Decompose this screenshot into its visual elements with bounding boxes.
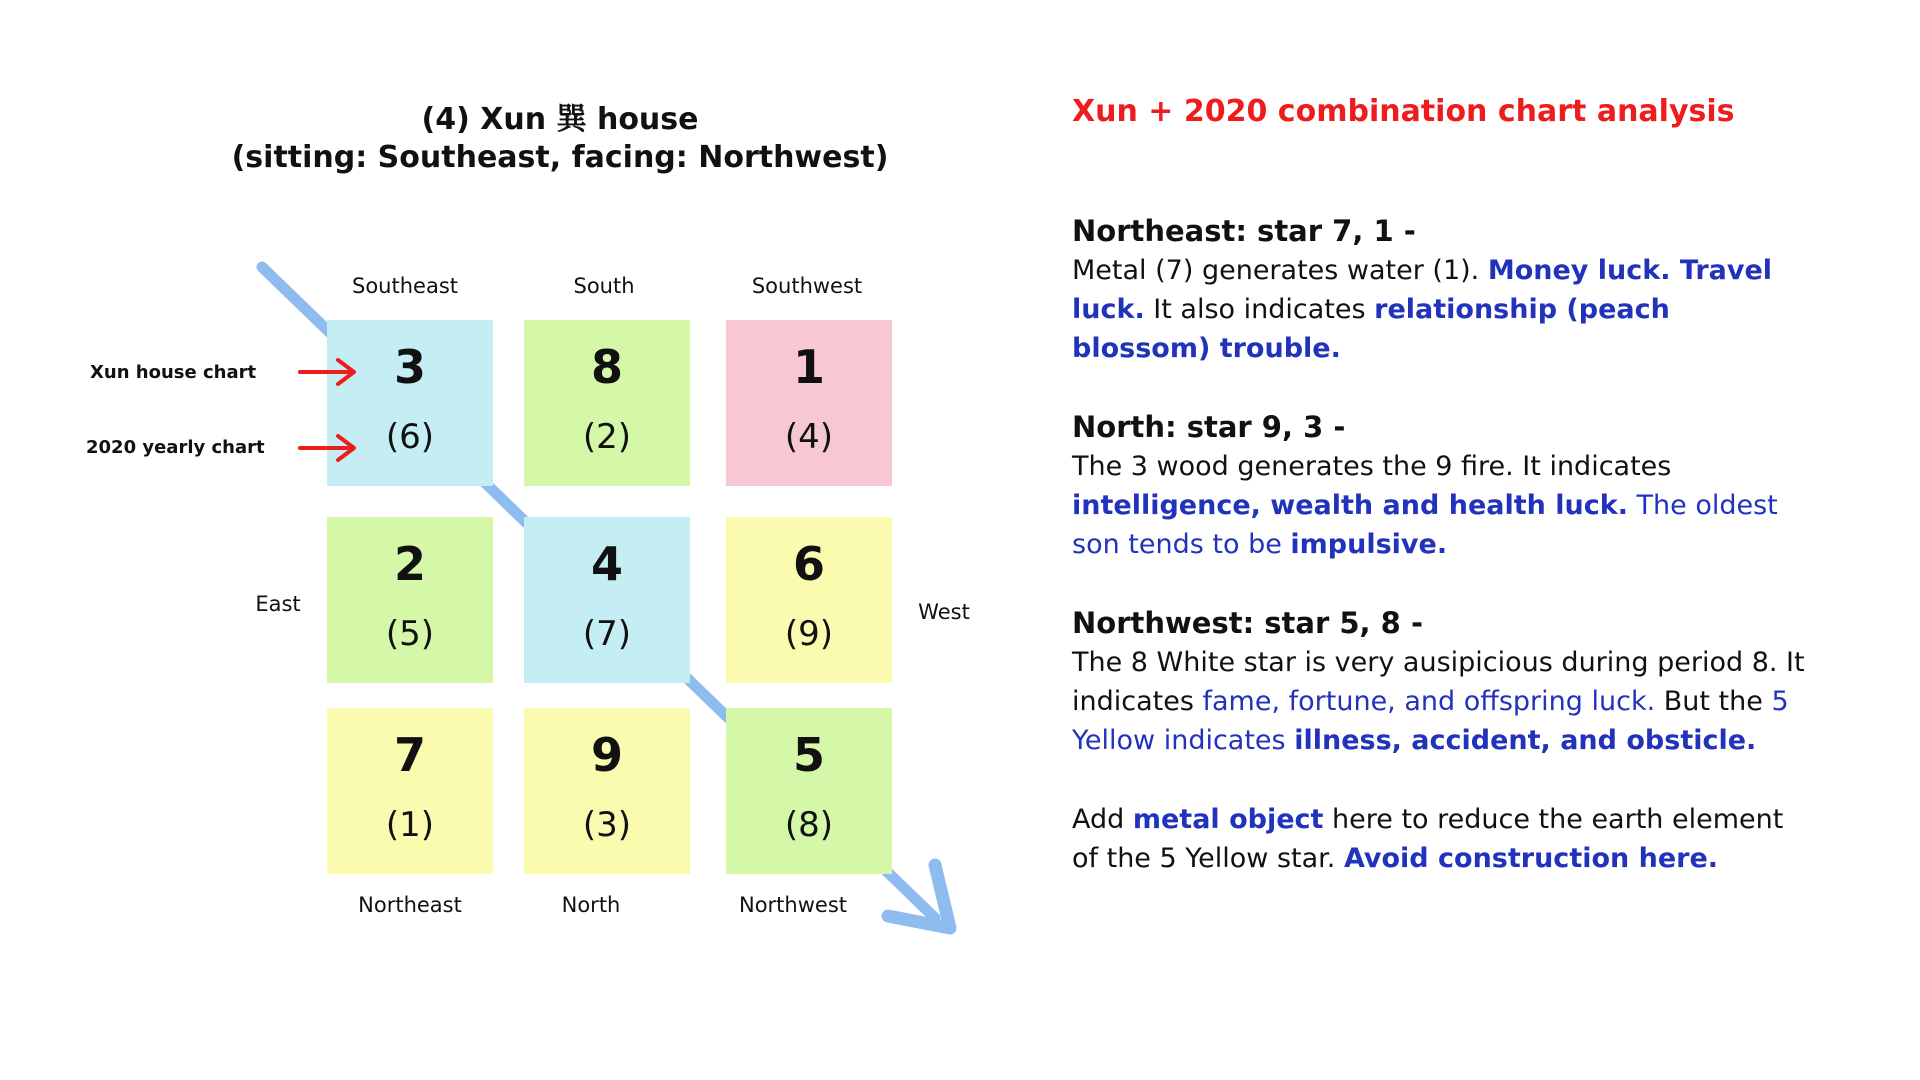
cell-yearly: (4) bbox=[784, 417, 834, 457]
northwest-text-2: But the bbox=[1655, 686, 1772, 717]
cell-star: 7 bbox=[393, 728, 426, 782]
label-northeast: Northeast bbox=[358, 893, 462, 917]
northeast-text-1: Metal (7) generates water (1). bbox=[1072, 255, 1488, 286]
label-north: North bbox=[561, 893, 621, 917]
advice-text-2: here to reduce the earth element of the 5 Yellow star. bbox=[1072, 804, 1784, 874]
cell-yearly: (9) bbox=[784, 614, 834, 654]
label-southeast: Southeast bbox=[352, 274, 458, 298]
cell-yearly: (8) bbox=[784, 805, 834, 845]
diagonal-arrowhead bbox=[888, 865, 950, 928]
cell-yearly: (5) bbox=[385, 614, 435, 654]
cell-yearly: (6) bbox=[385, 417, 435, 457]
yearly-chart-pointer-arrow bbox=[300, 436, 354, 460]
cell-yearly: (2) bbox=[582, 417, 632, 457]
house-chart-pointer-arrow bbox=[300, 360, 354, 384]
north-heading: North: star 9, 3 - bbox=[1072, 410, 1346, 444]
cell-star: 2 bbox=[393, 537, 426, 591]
label-east: East bbox=[255, 592, 301, 616]
north-text-1: The 3 wood generates the 9 fire. It indicates bbox=[1072, 451, 1672, 482]
cell-star: 4 bbox=[590, 537, 623, 591]
northeast-text-2: It also indicates bbox=[1144, 294, 1375, 325]
north-note-1: The oldest son tends to be bbox=[1072, 490, 1778, 560]
label-yearly-chart: 2020 yearly chart bbox=[86, 437, 265, 458]
cell-star: 3 bbox=[393, 340, 426, 394]
northwest-note-1: fame, fortune, and offspring luck. bbox=[1202, 686, 1656, 717]
cell-star: 9 bbox=[590, 728, 623, 782]
diagram-subtitle: (sitting: Southeast, facing: Northwest) bbox=[231, 140, 889, 175]
cell-star: 5 bbox=[792, 728, 825, 782]
cell-yearly: (7) bbox=[582, 614, 632, 654]
label-west: West bbox=[918, 600, 970, 624]
northwest-note-2: 5 Yellow indicates bbox=[1072, 686, 1789, 756]
northeast-highlight-2: relationship (peach blossom) trouble. bbox=[1072, 294, 1670, 364]
northwest-highlight-1: illness, accident, and obsticle. bbox=[1294, 725, 1757, 756]
cell-star: 8 bbox=[590, 340, 623, 394]
cell-yearly: (1) bbox=[385, 805, 435, 845]
northeast-heading: Northeast: star 7, 1 - bbox=[1072, 214, 1416, 248]
cell-star: 1 bbox=[792, 340, 825, 394]
diagram-title: (4) Xun 巽 house bbox=[421, 102, 699, 137]
advice-highlight-2: Avoid construction here. bbox=[1343, 843, 1719, 874]
northwest-text-1: The 8 White star is very ausipicious during period 8. It indicates bbox=[1072, 647, 1805, 717]
advice-highlight-1: metal object bbox=[1132, 804, 1324, 835]
cell-yearly: (3) bbox=[582, 805, 632, 845]
label-northwest: Northwest bbox=[738, 893, 847, 917]
cell-star: 6 bbox=[792, 537, 825, 591]
analysis-title: Xun + 2020 combination chart analysis bbox=[1072, 94, 1735, 129]
label-house-chart: Xun house chart bbox=[90, 362, 257, 383]
north-highlight-1: intelligence, wealth and health luck. bbox=[1072, 490, 1628, 521]
advice-text-1: Add bbox=[1072, 804, 1133, 835]
northeast-highlight-1: Money luck. Travel luck. bbox=[1072, 255, 1773, 325]
label-south: South bbox=[573, 274, 635, 298]
northwest-heading: Northwest: star 5, 8 - bbox=[1072, 606, 1423, 640]
label-southwest: Southwest bbox=[751, 274, 863, 298]
north-highlight-2: impulsive. bbox=[1290, 529, 1448, 560]
